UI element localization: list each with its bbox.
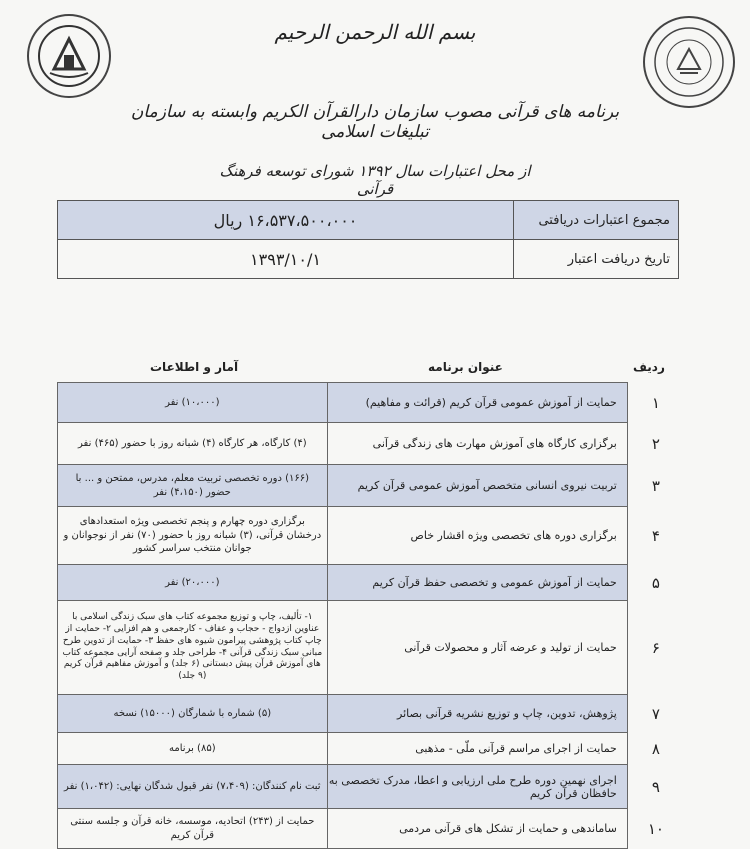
program-stats: برگزاری دوره چهارم و پنجم تخصصی ویژه استعدادهای درخشان قرآنی، (۳) شبانه روز با حضور (۷۰) نفر از نوجوانان و جوانان منتخب سراسر کشور (58, 507, 328, 565)
table-row (58, 765, 685, 809)
table-row (58, 695, 685, 733)
emblem-icon (34, 21, 104, 91)
document-title: برنامه های قرآنی مصوب سازمان دارالقرآن الکریم وابسته به سازمان تبلیغات اسلامی (130, 102, 620, 142)
row-number: ۵ (627, 565, 684, 601)
table-row (58, 465, 685, 507)
program-title: پژوهش، تدوین، چاپ و توزیع نشریه قرآنی بصائر (327, 695, 627, 733)
column-header-title: عنوان برنامه (428, 360, 503, 374)
seal-icon (650, 23, 728, 101)
row-number: ۸ (627, 733, 684, 765)
programs-table (57, 382, 684, 849)
total-credit-label: مجموع اعتبارات دریافتی (514, 201, 679, 240)
program-title: حمایت از اجرای مراسم قرآنی ملّی - مذهبی (327, 733, 627, 765)
row-number: ۲ (627, 423, 684, 465)
program-title: حمایت از آموزش عمومی و تخصصی حفظ قرآن کریم (327, 565, 627, 601)
row-number: ۴ (627, 507, 684, 565)
program-stats: (۸۵) برنامه (58, 733, 328, 765)
program-title: ساماندهی و حمایت از تشکل های قرآنی مردمی (327, 809, 627, 849)
row-number: ۳ (627, 465, 684, 507)
program-stats: ثبت نام کنندگان: (۷،۴۰۹) نفر قبول شدگان نهایی: (۱،۰۴۲) نفر (58, 765, 328, 809)
table-row (58, 809, 685, 849)
program-title: اجرای نهمین دوره طرح ملی ارزیابی و اعطا، مدرک تخصصی به حافظان قرآن کریم (327, 765, 627, 809)
credit-date-row (58, 240, 679, 279)
organization-logo-left (27, 14, 111, 98)
total-credit-row (58, 201, 679, 240)
program-stats: حمایت از (۲۴۳) اتحادیه، موسسه، خانه قرآن و جلسه سنتی قرآن کریم (58, 809, 328, 849)
row-number: ۱۰ (627, 809, 684, 849)
row-number: ۶ (627, 601, 684, 695)
document-subtitle: از محل اعتبارات سال ۱۳۹۲ شورای توسعه فرهنگ قرآنی (219, 162, 531, 198)
bismillah-calligraphy: بسم الله الرحمن الرحیم (274, 20, 476, 44)
program-stats: (۱۰،۰۰۰) نفر (58, 383, 328, 423)
program-stats: (۵) شماره با شمارگان (۱۵۰۰۰) نسخه (58, 695, 328, 733)
table-row (58, 733, 685, 765)
program-title: برگزاری کارگاه های آموزش مهارت های زندگی قرآنی (327, 423, 627, 465)
column-header-stats: آمار و اطلاعات (150, 360, 239, 374)
table-row (58, 601, 685, 695)
program-title: برگزاری دوره های تخصصی ویژه اقشار خاص (327, 507, 627, 565)
program-stats: (۴) کارگاه، هر کارگاه (۴) شبانه روز با حضور (۴۶۵) نفر (58, 423, 328, 465)
table-row (58, 507, 685, 565)
table-row (58, 423, 685, 465)
total-credit-value: ۱۶،۵۳۷،۵۰۰،۰۰۰ ریال (58, 201, 514, 240)
credit-date-value: ۱۳۹۳/۱۰/۱ (58, 240, 514, 279)
program-stats: (۲۰،۰۰۰) نفر (58, 565, 328, 601)
credit-info-table (57, 200, 679, 279)
program-stats: (۱۶۶) دوره تخصصی تربیت معلم، مدرس، ممتحن و ... با حضور (۴،۱۵۰) نفر (58, 465, 328, 507)
program-title: حمایت از تولید و عرضه آثار و محصولات قرآنی (327, 601, 627, 695)
organization-logo-right (643, 16, 735, 108)
program-stats: ۱- تألیف، چاپ و توزیع مجموعه کتاب های سبک زندگی اسلامی با عناوین ازدواج - حجاب و عفاف - کارجمعی و هم افزایی ۲- حمایت از چاپ کتاب پژوهشی پیرامون شیوه های حفظ ۳- حمایت از تدوین طرح مبانی سبک زندگی قرآنی ۴- طراحی جلد و صفحه آرایی مجموعه کتاب های آموزش قرآن پیش دبستانی (۶ جلد) و آموزش مفاهیم قرآن کریم (۹ جلد) (58, 601, 328, 695)
row-number: ۷ (627, 695, 684, 733)
table-row (58, 383, 685, 423)
program-title: تربیت نیروی انسانی متخصص آموزش عمومی قرآن کریم (327, 465, 627, 507)
program-title: حمایت از آموزش عمومی قرآن کریم (قرائت و مفاهیم) (327, 383, 627, 423)
credit-date-label: تاریخ دریافت اعتبار (514, 240, 679, 279)
row-number: ۹ (627, 765, 684, 809)
column-header-row: ردیف (633, 360, 665, 374)
row-number: ۱ (627, 383, 684, 423)
table-row (58, 565, 685, 601)
